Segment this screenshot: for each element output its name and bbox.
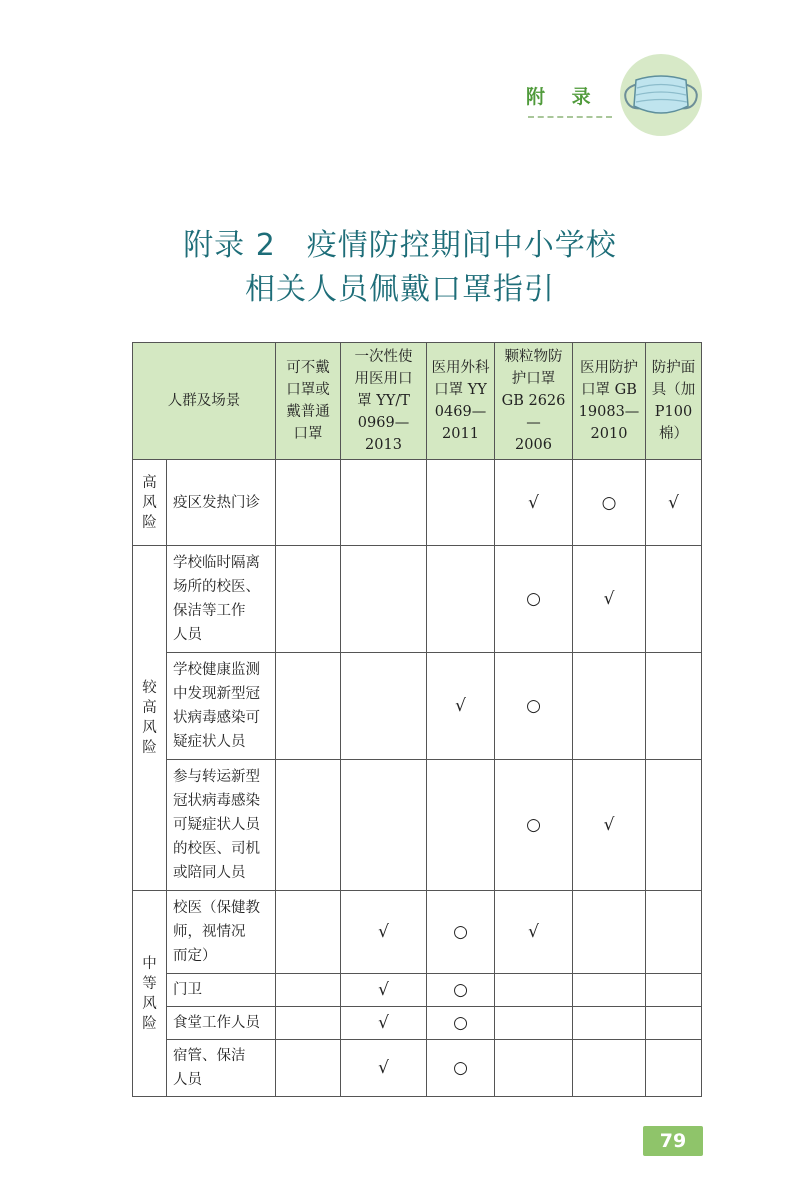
mark-cell	[646, 760, 702, 891]
page-title	[0, 224, 800, 312]
header-col-face-shield: 防护面 具（加 P100 棉）	[646, 343, 702, 460]
tag-divider	[528, 116, 612, 118]
mark-cell: √	[341, 974, 427, 1007]
table-row	[133, 460, 702, 546]
mask-guide-table	[132, 342, 702, 1097]
mark-cell	[495, 974, 573, 1007]
appendix-tag: 附 录	[526, 86, 601, 108]
table-header-row	[133, 343, 702, 460]
scene-cell: 食堂工作人员	[167, 1007, 276, 1040]
table-row	[133, 546, 702, 653]
mark-cell	[427, 546, 495, 653]
mark-cell: ○	[495, 653, 573, 760]
mark-cell	[341, 653, 427, 760]
mark-cell: √	[495, 891, 573, 974]
scene-cell: 参与转运新型 冠状病毒感染 可疑症状人员 的校医、司机 或陪同人员	[167, 760, 276, 891]
mark-cell	[427, 760, 495, 891]
group-medium-risk: 中 等 风 险	[133, 891, 167, 1097]
header-col-plain: 可不戴 口罩或 戴普通 口罩	[276, 343, 341, 460]
mark-cell: √	[427, 653, 495, 760]
table-row	[133, 891, 702, 974]
mark-cell: √	[573, 546, 646, 653]
header-col-particulate: 颗粒物防 护口罩 GB 2626— 2006	[495, 343, 573, 460]
mark-cell: ○	[427, 891, 495, 974]
header-scene: 人群及场景	[133, 343, 276, 460]
mark-cell	[646, 546, 702, 653]
scene-cell: 学校健康监测 中发现新型冠 状病毒感染可 疑症状人员	[167, 653, 276, 760]
mark-cell	[495, 1040, 573, 1097]
mark-cell	[341, 760, 427, 891]
mark-cell	[646, 974, 702, 1007]
mark-cell	[276, 653, 341, 760]
mark-cell	[573, 653, 646, 760]
header-col-disposable: 一次性使 用医用口 罩 YY/T 0969—2013	[341, 343, 427, 460]
page-number: 79	[643, 1126, 703, 1156]
mark-cell: √	[341, 1007, 427, 1040]
mark-cell: √	[646, 460, 702, 546]
mark-cell	[646, 1040, 702, 1097]
mark-cell	[646, 891, 702, 974]
mark-cell	[276, 760, 341, 891]
table-row	[133, 760, 702, 891]
mark-cell: √	[341, 891, 427, 974]
mark-cell	[276, 1040, 341, 1097]
header-col-surgical: 医用外科 口罩 YY 0469— 2011	[427, 343, 495, 460]
table-row	[133, 1040, 702, 1097]
mark-cell	[276, 546, 341, 653]
mark-cell	[276, 1007, 341, 1040]
mark-cell	[646, 653, 702, 760]
mark-cell	[276, 974, 341, 1007]
scene-cell: 校医（保健教 师，视情况 而定）	[167, 891, 276, 974]
mark-cell: ○	[427, 974, 495, 1007]
mark-cell	[573, 974, 646, 1007]
mark-cell	[427, 460, 495, 546]
table-row	[133, 653, 702, 760]
scene-cell: 门卫	[167, 974, 276, 1007]
mark-cell	[341, 546, 427, 653]
group-higher-risk: 较 高 风 险	[133, 546, 167, 891]
mark-cell: ○	[427, 1007, 495, 1040]
table-row	[133, 1007, 702, 1040]
face-mask-icon	[620, 54, 702, 136]
header-col-protective: 医用防护 口罩 GB 19083— 2010	[573, 343, 646, 460]
scene-cell: 学校临时隔离 场所的校医、 保洁等工作 人员	[167, 546, 276, 653]
mark-cell	[646, 1007, 702, 1040]
mark-cell	[573, 891, 646, 974]
mark-cell	[276, 460, 341, 546]
mark-cell	[573, 1007, 646, 1040]
mark-cell	[495, 1007, 573, 1040]
table-row	[133, 974, 702, 1007]
title-line-1: 附录 2 疫情防控期间中小学校	[183, 228, 617, 263]
mark-cell: ○	[427, 1040, 495, 1097]
mark-cell	[341, 460, 427, 546]
mark-cell: √	[573, 760, 646, 891]
mark-cell: √	[341, 1040, 427, 1097]
scene-cell: 疫区发热门诊	[167, 460, 276, 546]
mark-cell: ○	[573, 460, 646, 546]
mark-cell: √	[495, 460, 573, 546]
group-high-risk: 高 风 险	[133, 460, 167, 546]
mark-cell	[573, 1040, 646, 1097]
mark-cell: ○	[495, 760, 573, 891]
title-line-2: 相关人员佩戴口罩指引	[245, 272, 555, 307]
mark-cell	[276, 891, 341, 974]
mark-cell: ○	[495, 546, 573, 653]
scene-cell: 宿管、保洁 人员	[167, 1040, 276, 1097]
